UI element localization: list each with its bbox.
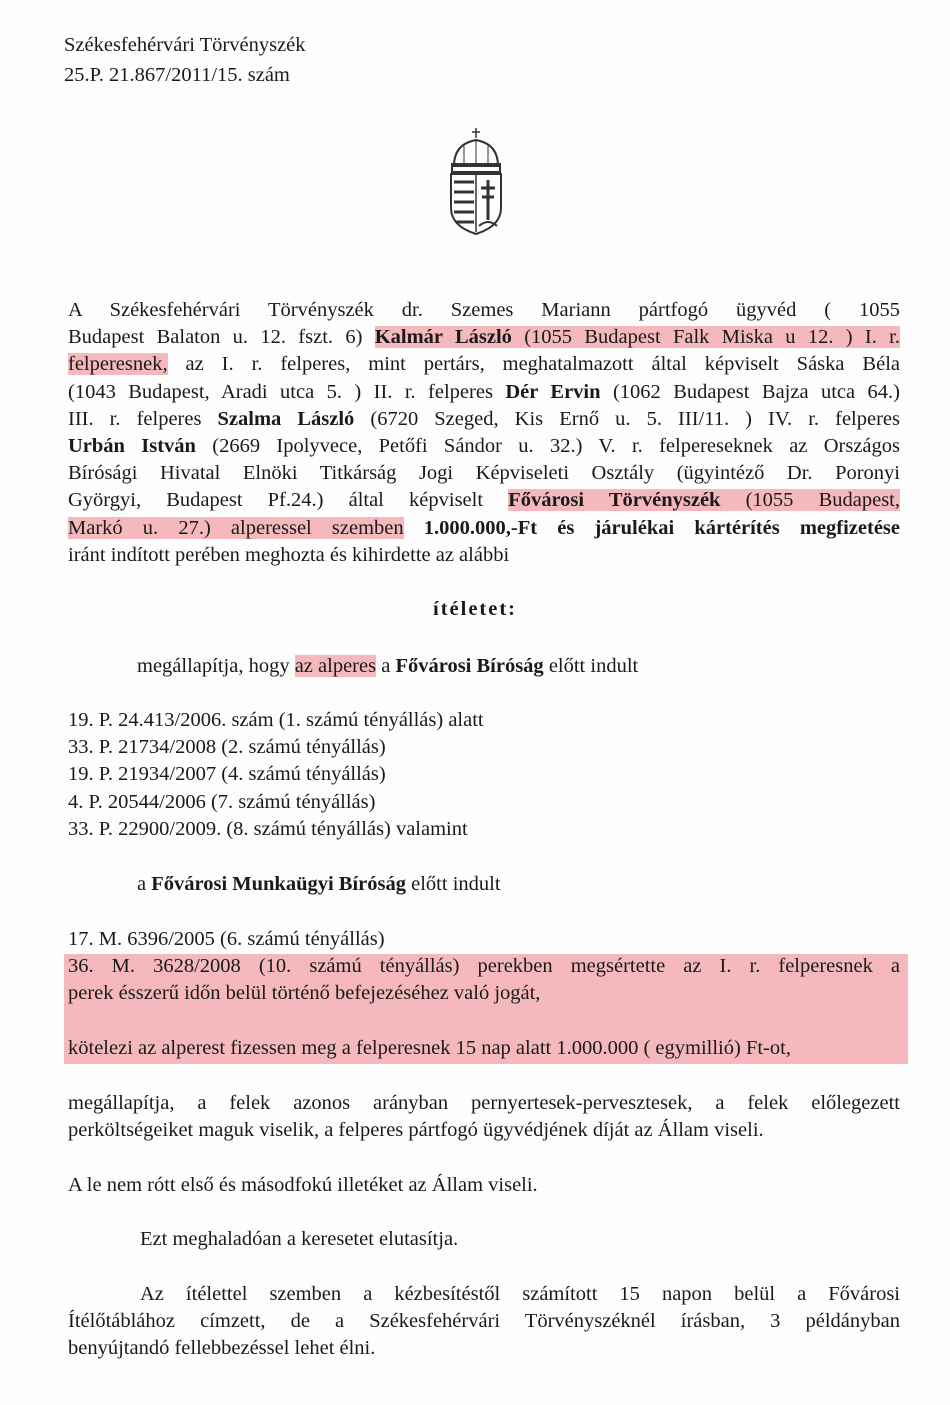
highlight-plaintiff: Kalmár László (1055 Budapest Falk Miska u 12. ) I. r. (374, 326, 900, 349)
intro-line: III. r. felperes Szalma László (6720 Szeged, Kis Ernő u. 5. III/11. ) IV. r. felperes (68, 407, 900, 430)
case-item: 4. P. 20544/2006 (7. számú tényállás) (68, 790, 376, 813)
appeal-line: benyújtandó fellebbezéssel lehet élni. (68, 1337, 376, 1360)
case-list-2-line: 17. M. 6396/2005 (6. számú tényállás) (68, 928, 385, 950)
highlight-defendant: Fővárosi Törvényszék (1055 Budapest, (508, 489, 900, 512)
case-item: 33. P. 22900/2009. (8. számú tényállás) valamint (68, 817, 468, 840)
appeal-line: Ítélőtáblához címzett, de a Székesfehérvári Törvényszéknél írásban, 3 példányban (68, 1310, 900, 1333)
costs-line: megállapítja, a felek azonos arányban pernyertesek-pervesztesek, a felek előlegezett (68, 1092, 900, 1114)
hungarian-coat-of-arms-icon (446, 126, 506, 236)
intro-paragraph (68, 297, 900, 569)
finding-labour-court: a Fővárosi Munkaügyi Bíróság előtt indult (137, 873, 501, 895)
finding-court: megállapítja, hogy az alperes a Fővárosi Bíróság előtt indult (137, 655, 639, 677)
intro-line: Bírósági Hivatal Elnöki Titkárság Jogi Képviseleti Osztály (ügyintéző Dr. Poronyi (68, 462, 900, 485)
case-item: 19. P. 21934/2007 (4. számú tényállás) (68, 763, 386, 786)
intro-line: A Székesfehérvári Törvényszék dr. Szemes Mariann pártfogó ügyvéd ( 1055 (68, 299, 900, 321)
highlight-respondent: az alperes (294, 655, 377, 677)
case-item: 19. P. 24.413/2006. szám (1. számú tényállás) alatt (68, 709, 484, 731)
obligation-text: kötelezi az alperest fizessen meg a felperesnek 15 nap alatt 1.000.000 ( egymillió) Ft-ot, (68, 1037, 791, 1059)
case-list-1 (68, 707, 484, 843)
appeal-paragraph (68, 1281, 900, 1363)
court-name: Székesfehérvári Törvényszék (64, 34, 306, 56)
verdict-title: ítéletet: (433, 598, 517, 620)
violation-text: perek ésszerű időn belül történő befejezéséhez való jogát, (68, 982, 541, 1004)
case-item: 33. P. 21734/2008 (2. számú tényállás) (68, 736, 386, 759)
fees-text: A le nem rótt első és másodfokú illetéket az Állam viseli. (68, 1174, 538, 1196)
costs-line: perköltségeiket maguk viselik, a felperes pártfogó ügyvédjének díját az Állam viseli. (68, 1119, 764, 1142)
intro-line: felperesnek, az I. r. felperes, mint pertárs, meghatalmazott által képviselt Sáska Béla (68, 353, 900, 376)
highlight-violation: megsértette az I. r. felperesnek a (570, 955, 900, 977)
rejection-text: Ezt meghaladóan a keresetet elutasítja. (140, 1228, 459, 1250)
costs-paragraph (68, 1090, 900, 1144)
highlight-plaintiff-role: felperesnek, (68, 353, 168, 376)
intro-line: (1043 Budapest, Aradi utca 5. ) II. r. felperes Dér Ervin (1062 Budapest Bajza utca 64.) (68, 380, 900, 403)
intro-line: Urbán István (2669 Ipolyvece, Petőfi Sándor u. 32.) V. r. felpereseknek az Országos (68, 435, 901, 458)
case-list-2-line: 36. M. 3628/2008 (10. számú tényállás) perekben megsértette az I. r. felperesnek a (68, 955, 900, 977)
intro-line: Markó u. 27.) alperessel szemben 1.000.000,-Ft és járulékai kártérítés megfizetése (68, 516, 900, 539)
intro-line: Györgyi, Budapest Pf.24.) által képviselt Fővárosi Törvényszék (1055 Budapest, (68, 489, 900, 512)
intro-line: Budapest Balaton u. 12. fszt. 6) Kalmár László (1055 Budapest Falk Miska u 12. ) I. r. (68, 326, 900, 349)
appeal-line: Az ítélettel szemben a kézbesítéstől számított 15 napon belül a Fővárosi (140, 1283, 900, 1305)
highlight-defendant-address: Markó u. 27.) alperessel szemben (68, 516, 404, 539)
case-number: 25.P. 21.867/2011/15. szám (64, 64, 290, 86)
intro-line: iránt indított perében meghozta és kihirdette az alábbi (68, 543, 510, 566)
